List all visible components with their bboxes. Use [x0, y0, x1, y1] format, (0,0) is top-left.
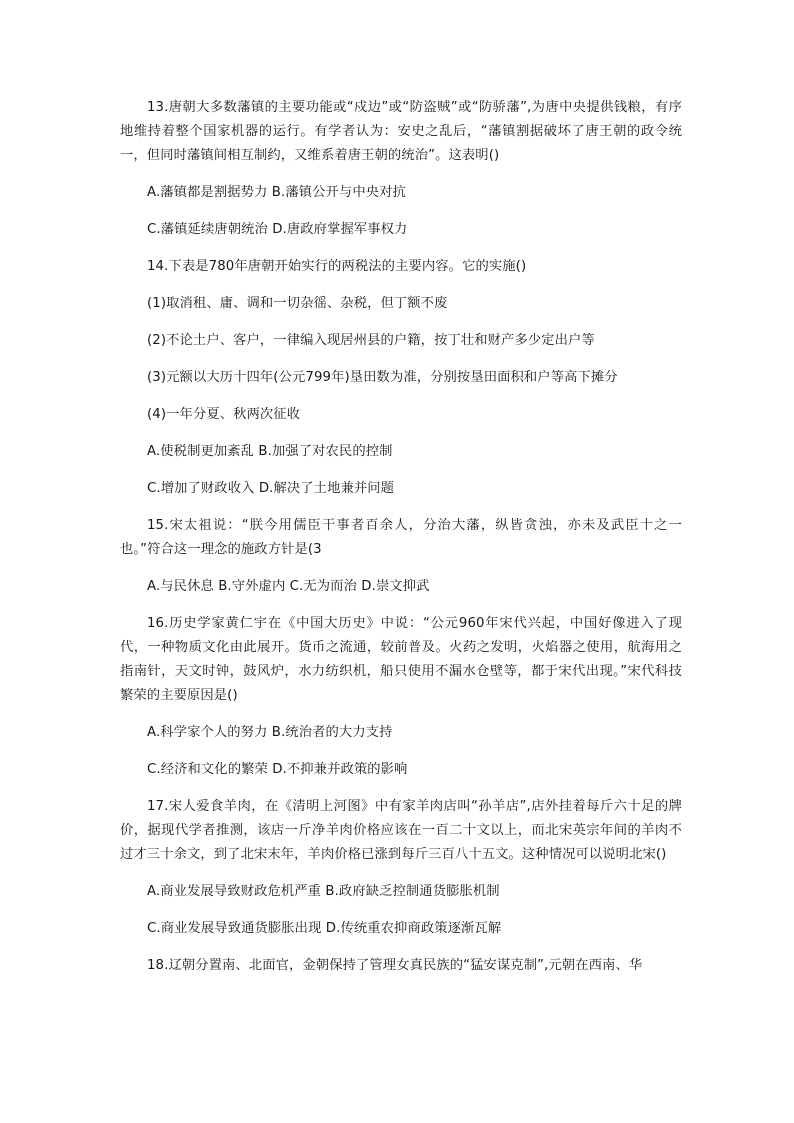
question-16-options-ab: A.科学家个人的努力 B.统治者的大力支持: [147, 725, 393, 740]
question-14-stem: 14.下表是780年唐朝开始实行的两税法的主要内容。它的实施(): [147, 259, 527, 274]
question-15-options: A.与民休息 B.守外虚内 C.无为而治 D.崇文抑武: [147, 579, 430, 594]
question-17-options-ab: A.商业发展导致财政危机严重 B.政府缺乏控制通货膨胀机制: [147, 884, 500, 899]
question-17-options-cd: C.商业发展导致通货膨胀出现 D.传统重农抑商政策逐渐瓦解: [147, 921, 502, 936]
question-16-options-cd: C.经济和文化的繁荣 D.不抑兼并政策的影响: [147, 762, 408, 777]
question-14-item-1: (1)取消租、庸、调和一切杂徭、杂税，但丁额不废: [147, 296, 448, 311]
question-15-stem: 15.宋太祖说：“朕今用儒臣干事者百余人，分治大藩，纵皆贪浊，亦未及武臣十之一也。”符合这一理念的施政方针是(3: [120, 518, 682, 557]
question-13-stem: 13.唐朝大多数藩镇的主要功能或“戍边”或“防盗贼”或“防骄藩”,为唐中央提供钱粮，有序地维持着整个国家机器的运行。有学者认为：安史之乱后，“藩镇割据破坏了唐王朝的政令统一，但同时藩镇间相互制约，又维系着唐王朝的统治”。这表明(): [120, 100, 682, 163]
question-18-stem: 18.辽朝分置南、北面官，金朝保持了管理女真民族的“猛安谋克制”,元朝在西南、华: [147, 958, 643, 973]
question-14-item-4: (4)一年分夏、秋两次征收: [147, 407, 301, 422]
question-14-item-2: (2)不论土户、客户，一律编入现居州县的户籍，按丁壮和财产多少定出户等: [147, 333, 595, 348]
question-13-options-cd: C.藩镇延续唐朝统治 D.唐政府掌握军事权力: [147, 222, 408, 237]
question-14-item-3: (3)元额以大历十四年(公元799年)垦田数为准，分别按垦田面积和户等高下摊分: [147, 370, 618, 385]
question-16-stem: 16.历史学家黄仁宇在《中国大历史》中说：“公元960年宋代兴起，中国好像进入了现代，一种物质文化由此展开。货币之流通，较前普及。火药之发明，火焰器之使用，航海用之指南针，天文时钟，鼓风炉，水力纺织机，船只使用不漏水仓壁等，都于宋代出现。”宋代科技繁荣的主要原因是(): [120, 616, 682, 703]
question-14-options-cd: C.增加了财政收入 D.解决了土地兼并问题: [147, 481, 395, 496]
question-17-stem: 17.宋人爱食羊肉，在《清明上河图》中有家羊肉店叫“孙羊店”,店外挂着每斤六十足的牌价，据现代学者推测，该店一斤净羊肉价格应该在一百二十文以上，而北宋英宗年间的羊肉不过才三十余文，到了北宋末年，羊肉价格已涨到每斤三百八十五文。这种情况可以说明北宋(): [120, 799, 682, 862]
document-body: [120, 96, 682, 978]
question-13-options-ab: A.藩镇都是割据势力 B.藩镇公开与中央对抗: [147, 185, 406, 200]
question-14-options-ab: A.使税制更加紊乱 B.加强了对农民的控制: [147, 444, 393, 459]
